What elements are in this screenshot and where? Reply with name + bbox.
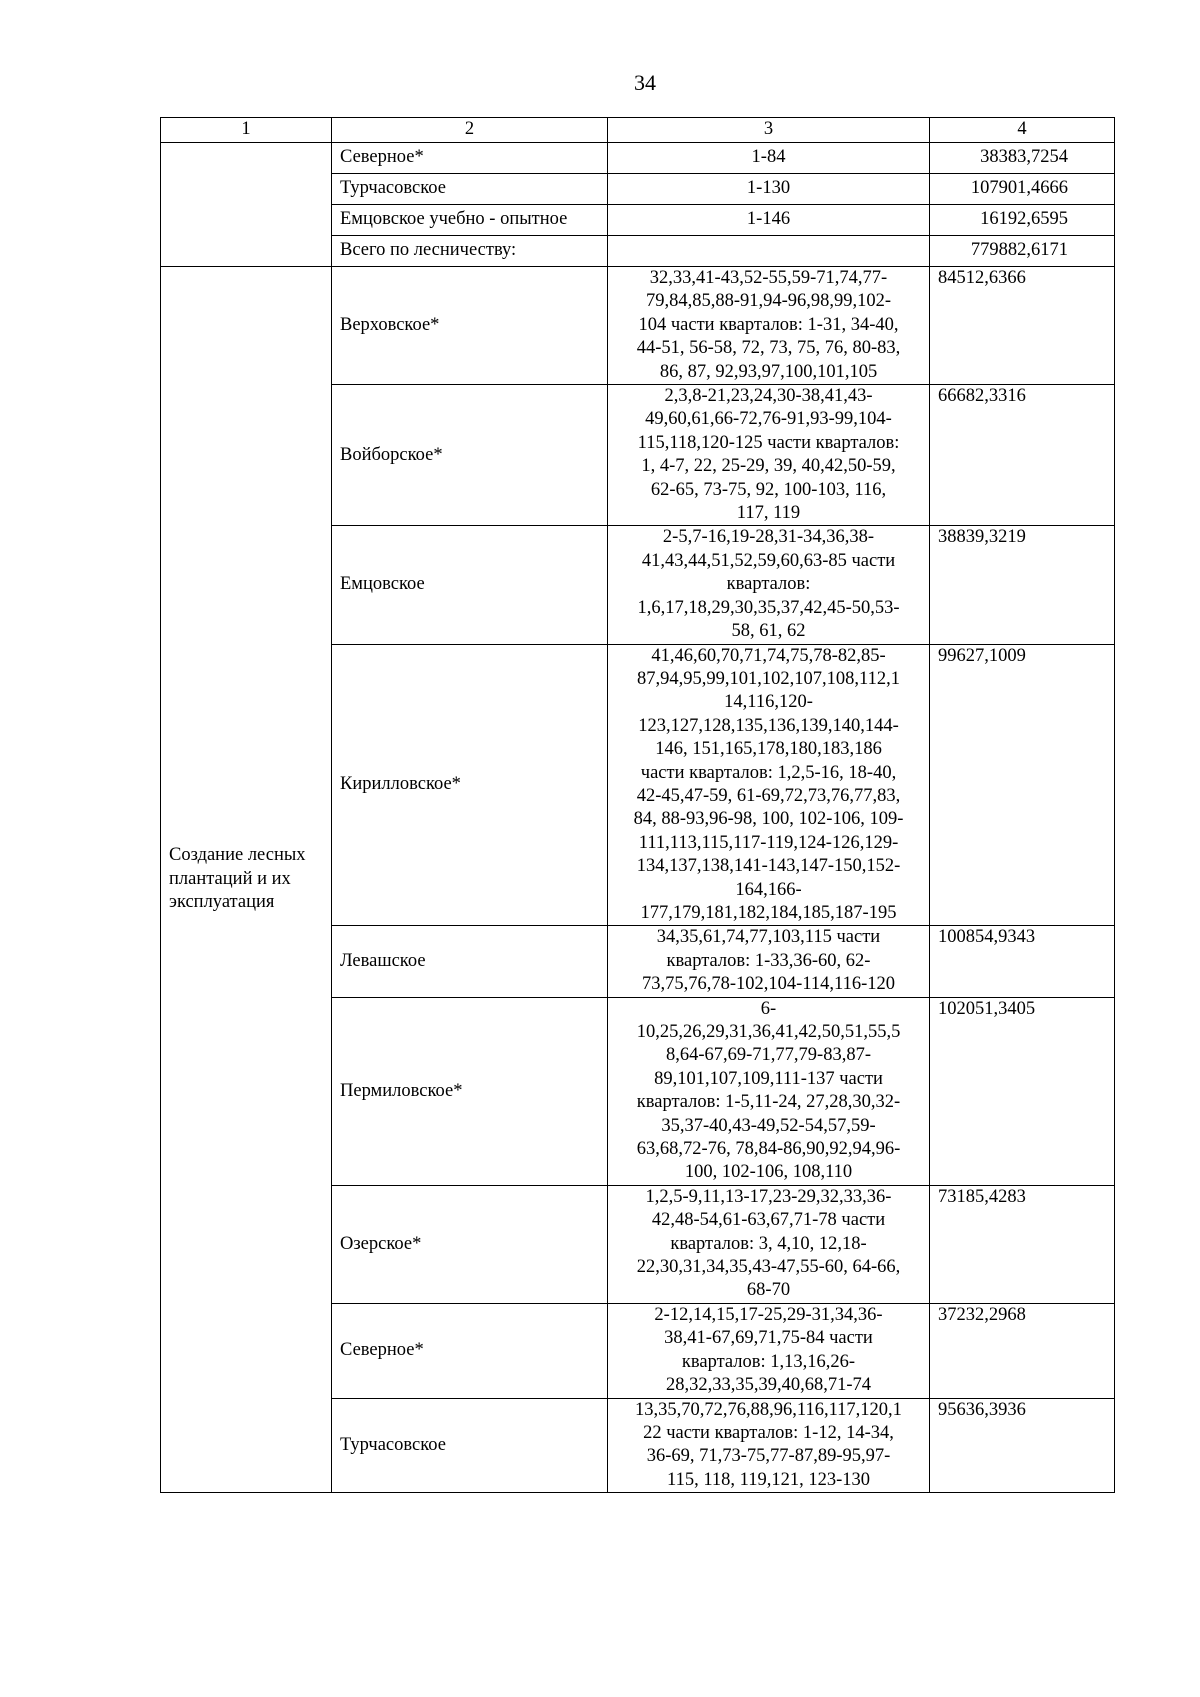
quarters-line: 14,116,120-: [724, 692, 813, 713]
forestry-name: Турчасовское: [332, 1398, 608, 1493]
quarters-cell: [608, 236, 930, 267]
quarters-line: 123,127,128,135,136,139,140,144-: [638, 715, 899, 736]
quarters-line: 164,166-: [735, 879, 802, 900]
area-cell: 102051,3405: [930, 997, 1115, 1185]
quarters-line: 79,84,85,88-91,94-96,98,99,102-: [645, 291, 892, 312]
quarters-line: кварталов:: [726, 574, 811, 595]
forestry-table: [160, 117, 1115, 1493]
quarters-cell: [608, 1303, 930, 1398]
table-row: [161, 143, 1115, 174]
quarters-cell: [608, 644, 930, 926]
forestry-name: Кирилловское*: [332, 644, 608, 926]
quarters-line: 1,6,17,18,29,30,35,37,42,45-50,53-: [637, 597, 900, 618]
quarters-cell: 1-130: [608, 174, 930, 205]
header-cell: 1: [161, 118, 332, 143]
quarters-line: 2,3,8-21,23,24,30-38,41,43-: [664, 386, 873, 407]
quarters-line: 10,25,26,29,31,36,41,42,50,51,55,5: [636, 1022, 901, 1042]
area-cell: 99627,1009: [930, 644, 1115, 926]
quarters-line: 58, 61, 62: [731, 621, 806, 642]
quarters-line: 117, 119: [736, 503, 801, 524]
quarters-line: 111,113,115,117-119,124-126,129-: [638, 832, 899, 853]
quarters-line: 41,46,60,70,71,74,75,78-82,85-: [651, 645, 886, 666]
quarters-line: 13,35,70,72,76,88,96,116,117,120,1: [635, 1399, 902, 1420]
area-cell: 84512,6366: [930, 267, 1115, 385]
quarters-line: кварталов: 1,13,16,26-: [681, 1351, 856, 1372]
area-cell: 100854,9343: [930, 926, 1115, 997]
quarters-line: 6-: [760, 998, 777, 1019]
quarters-cell: [608, 267, 930, 385]
forestry-name: Северное*: [332, 1303, 608, 1398]
quarters-line: 2-5,7-16,19-28,31-34,36,38-: [662, 527, 875, 548]
quarters-line: 2-12,14,15,17-25,29-31,34,36-: [654, 1304, 883, 1325]
quarters-line: 104 части кварталов: 1-31, 34-40,: [638, 314, 899, 335]
area-cell: 37232,2968: [930, 1303, 1115, 1398]
forestry-name: Войборское*: [332, 385, 608, 526]
quarters-line: 177,179,181,182,184,185,187-195: [640, 902, 897, 923]
quarters-line: 41,43,44,51,52,59,60,63-85 части: [641, 550, 896, 571]
quarters-line: 134,137,138,141-143,147-150,152-: [636, 856, 901, 877]
area-cell: 66682,3316: [930, 385, 1115, 526]
quarters-cell: [608, 1185, 930, 1303]
quarters-line: 28,32,33,35,39,40,68,71-74: [665, 1375, 872, 1396]
total-area-cell: 779882,6171: [930, 236, 1115, 267]
quarters-line: 32,33,41-43,52-55,59-71,74,77-: [649, 268, 888, 288]
area-cell: 38383,7254: [930, 143, 1115, 174]
header-cell: 2: [332, 118, 608, 143]
quarters-line: 1, 4-7, 22, 25-29, 39, 40,42,50-59,: [641, 456, 896, 477]
quarters-line: 115, 118, 119,121, 123-130: [667, 1469, 870, 1490]
quarters-line: 22 части кварталов: 1-12, 14-34,: [643, 1422, 894, 1443]
area-cell: 95636,3936: [930, 1398, 1115, 1493]
quarters-line: 62-65, 73-75, 92, 100-103, 116,: [650, 479, 887, 500]
area-cell: 38839,3219: [930, 526, 1115, 644]
header-cell: 4: [930, 118, 1115, 143]
total-label: Всего по лесничеству:: [332, 236, 608, 267]
forestry-name: Емцовское учебно - опытное: [332, 205, 608, 236]
quarters-cell: 1-146: [608, 205, 930, 236]
quarters-line: 42,48-54,61-63,67,71-78 части: [651, 1210, 886, 1231]
page-number: 34: [634, 70, 656, 95]
forestry-name: Пермиловское*: [332, 997, 608, 1185]
quarters-cell: [608, 997, 930, 1185]
quarters-line: 89,101,107,109,111-137 части: [654, 1068, 883, 1089]
quarters-line: 86, 87, 92,93,97,100,101,105: [659, 361, 878, 382]
area-cell: 16192,6595: [930, 205, 1115, 236]
quarters-line: 100, 102-106, 108,110: [684, 1162, 853, 1183]
quarters-line: 42-45,47-59, 61-69,72,73,76,77,83,: [636, 785, 901, 806]
quarters-cell: [608, 926, 930, 997]
quarters-line: 8,64-67,69-71,77,79-83,87-: [665, 1045, 872, 1066]
forestry-name: Турчасовское: [332, 174, 608, 205]
empty-activity-cell: [161, 143, 332, 267]
quarters-cell: [608, 385, 930, 526]
activity-cell: Создание лесных плантаций и их эксплуатация: [161, 267, 332, 1493]
header-cell: 3: [608, 118, 930, 143]
forestry-name: Левашское: [332, 926, 608, 997]
quarters-line: 44-51, 56-58, 72, 73, 75, 76, 80-83,: [636, 338, 901, 359]
forestry-name: Верховское*: [332, 267, 608, 385]
quarters-line: 36-69, 71,73-75,77-87,89-95,97-: [646, 1446, 891, 1467]
quarters-line: кварталов: 1-33,36-60, 62-: [666, 950, 871, 971]
header-row: [161, 118, 1115, 143]
quarters-line: 87,94,95,99,101,102,107,108,112,1: [637, 668, 900, 689]
quarters-line: 68-70: [746, 1280, 791, 1301]
quarters-line: 22,30,31,34,35,43-47,55-60, 64-66,: [636, 1257, 901, 1278]
forestry-name: Емцовское: [332, 526, 608, 644]
forestry-name: Северное*: [332, 143, 608, 174]
quarters-line: 115,118,120-125 части кварталов:: [637, 432, 900, 453]
quarters-cell: 1-84: [608, 143, 930, 174]
quarters-line: 38,41-67,69,71,75-84 части: [664, 1328, 873, 1349]
quarters-line: кварталов: 1-5,11-24, 27,28,30,32-: [636, 1092, 901, 1113]
quarters-line: 49,60,61,66-72,76-91,93-99,104-: [645, 409, 892, 430]
quarters-line: 35,37-40,43-49,52-54,57,59-: [661, 1115, 876, 1136]
quarters-line: 84, 88-93,96-98, 100, 102-106, 109-: [633, 809, 904, 830]
quarters-cell: [608, 526, 930, 644]
quarters-line: 63,68,72-76, 78,84-86,90,92,94,96-: [636, 1139, 901, 1160]
quarters-line: части кварталов: 1,2,5-16, 18-40,: [640, 762, 897, 783]
quarters-cell: [608, 1398, 930, 1493]
quarters-line: 1,2,5-9,11,13-17,23-29,32,33,36-: [645, 1186, 892, 1207]
table-row: [161, 267, 1115, 385]
area-cell: 73185,4283: [930, 1185, 1115, 1303]
area-cell: 107901,4666: [930, 174, 1115, 205]
quarters-line: 34,35,61,74,77,103,115 части: [656, 927, 881, 948]
quarters-line: 73,75,76,78-102,104-114,116-120: [642, 974, 895, 995]
quarters-line: кварталов: 3, 4,10, 12,18-: [670, 1233, 867, 1254]
quarters-line: 146, 151,165,178,180,183,186: [655, 739, 882, 760]
forestry-name: Озерское*: [332, 1185, 608, 1303]
